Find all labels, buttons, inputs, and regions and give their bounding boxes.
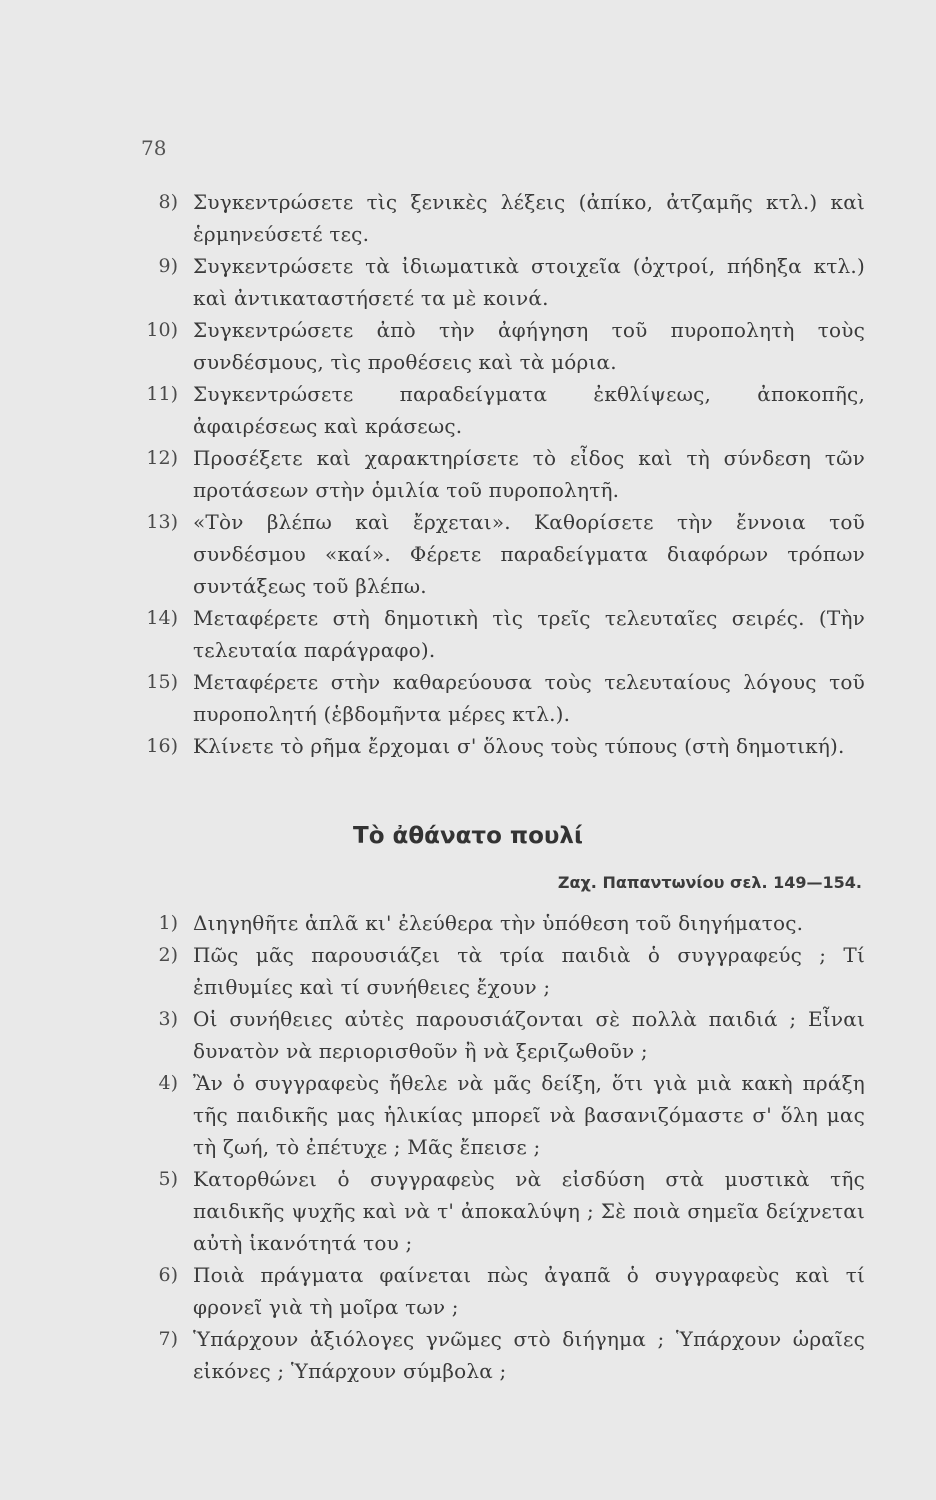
item-number: 8)	[158, 191, 178, 213]
item-text: «Τὸν βλέπω καὶ ἔρχεται». Καθορίσετε τὴν ἔννοια τοῦ συνδέσμου «καί». Φέρετε παραδείγματα διαφόρων τρόπων συντάξεως τοῦ βλέπω.	[193, 510, 865, 598]
item-text: Πῶς μᾶς παρουσιάζει τὰ τρία παιδιὰ ὁ συγγραφεύς ; Τί ἐπιθυμίες καὶ τί συνήθειες ἔχουν ;	[193, 943, 865, 999]
item-number: 9)	[158, 255, 178, 277]
list-item	[0, 506, 936, 602]
list-item	[0, 907, 936, 939]
item-text: Κλίνετε τὸ ρῆμα ἔρχομαι σ' ὅλους τοὺς τύπους (στὴ δημοτική).	[193, 734, 845, 758]
list-item	[0, 442, 936, 506]
item-number: 5)	[158, 1168, 178, 1190]
exercise-list-1	[0, 186, 936, 762]
item-number: 13)	[146, 511, 178, 533]
list-item	[0, 250, 936, 314]
item-number: 12)	[146, 447, 178, 469]
list-item	[0, 314, 936, 378]
list-item	[0, 939, 936, 1003]
item-text: Συγκεντρώσετε παραδείγματα ἐκθλίψεως, ἀποκοπῆς, ἀφαιρέσεως καὶ κράσεως.	[193, 382, 865, 438]
item-number: 4)	[158, 1072, 178, 1094]
item-text: Ποιὰ πράγματα φαίνεται πὼς ἀγαπᾶ ὁ συγγραφεὺς καὶ τί φρονεῖ γιὰ τὴ μοῖρα των ;	[193, 1263, 865, 1319]
list-item	[0, 730, 936, 762]
item-number: 16)	[146, 735, 178, 757]
item-text: Μεταφέρετε στὴν καθαρεύουσα τοὺς τελευταίους λόγους τοῦ πυροπολητή (ἑβδομῆντα μέρες κτλ.).	[193, 670, 865, 726]
list-item	[0, 378, 936, 442]
item-number: 11)	[146, 383, 178, 405]
item-text: Συγκεντρώσετε τὰ ἰδιωματικὰ στοιχεῖα (ὀχτροί, πήδηξα κτλ.) καὶ ἀντικαταστήσετέ τα μὲ κοινά.	[193, 254, 865, 310]
section-title: Τὸ ἀθάνατο πουλί	[353, 823, 583, 849]
item-text: Ἂν ὁ συγγραφεὺς ἤθελε νὰ μᾶς δείξη, ὅτι γιὰ μιὰ κακὴ πράξη τῆς παιδικῆς μας ἡλικίας μπορεῖ νὰ βασανιζόμαστε σ' ὅλη μας τὴ ζωή, τὸ ἐπέτυχε ; Μᾶς ἔπεισε ;	[193, 1071, 865, 1159]
item-number: 10)	[146, 319, 178, 341]
list-item	[0, 1003, 936, 1067]
item-text: Συγκεντρώσετε τὶς ξενικὲς λέξεις (ἀπίκο, ἀτζαμῆς κτλ.) καὶ ἑρμηνεύσετέ τες.	[193, 190, 865, 246]
item-text: Οἱ συνήθειες αὐτὲς παρουσιάζονται σὲ πολλὰ παιδιά ; Εἶναι δυνατὸν νὰ περιορισθοῦν ἢ νὰ ξεριζωθοῦν ;	[193, 1007, 865, 1063]
list-item	[0, 602, 936, 666]
item-number: 3)	[158, 1008, 178, 1030]
item-text: Κατορθώνει ὁ συγγραφεὺς νὰ εἰσδύση στὰ μυστικὰ τῆς παιδικῆς ψυχῆς καὶ νὰ τ' ἀποκαλύψη ; Σὲ ποιὰ σημεῖα δείχνεται αὐτὴ ἱκανότητά του ;	[193, 1167, 865, 1255]
item-text: Μεταφέρετε στὴ δημοτικὴ τὶς τρεῖς τελευταῖες σειρές. (Τὴν τελευταία παράγραφο).	[193, 606, 865, 662]
list-item	[0, 186, 936, 250]
item-number: 15)	[146, 671, 178, 693]
item-text: Προσέξετε καὶ χαρακτηρίσετε τὸ εἶδος καὶ τὴ σύνδεση τῶν προτάσεων στὴν ὁμιλία τοῦ πυροπολητῆ.	[193, 446, 865, 502]
item-text: Ὑπάρχουν ἀξιόλογες γνῶμες στὸ διήγημα ; Ὑπάρχουν ὡραῖες εἰκόνες ; Ὑπάρχουν σύμβολα ;	[193, 1327, 865, 1383]
item-text: Διηγηθῆτε ἁπλᾶ κι' ἐλεύθερα τὴν ὑπόθεση τοῦ διηγήματος.	[193, 911, 804, 935]
list-item	[0, 1323, 936, 1387]
item-number: 14)	[146, 607, 178, 629]
list-item	[0, 1259, 936, 1323]
list-item	[0, 1163, 936, 1259]
item-number: 2)	[158, 944, 178, 966]
list-item	[0, 1067, 936, 1163]
page-number: 78	[141, 136, 167, 160]
item-text: Συγκεντρώσετε ἀπὸ τὴν ἀφήγηση τοῦ πυροπολητὴ τοὺς συνδέσμους, τὶς προθέσεις καὶ τὰ μόρια.	[193, 318, 865, 374]
item-number: 6)	[158, 1264, 178, 1286]
exercise-list-2	[0, 907, 936, 1387]
section-source: Ζαχ. Παπαντωνίου σελ. 149—154.	[557, 873, 862, 892]
item-number: 7)	[158, 1328, 178, 1350]
item-number: 1)	[158, 912, 178, 934]
list-item	[0, 666, 936, 730]
